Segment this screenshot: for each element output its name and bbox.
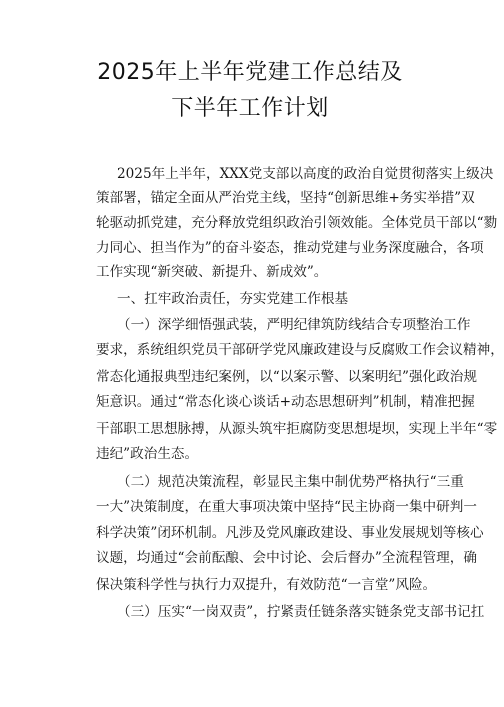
paragraph-intro-line-3: 轮驱动抓党建，充分释放党组织政治引领效能。全体党员干部以“勠 (96, 215, 498, 231)
document-title-line-1: 2025年上半年党建工作总结及 (97, 60, 403, 85)
paragraph-1-line-3: 常态化通报典型违纪案例，以“以案示警、以案明纪”强化政治规 (96, 369, 477, 385)
paragraph-2-line-4: 议题，均通过“会前酝酿、会中讨论、会后督办”全流程管理，确 (96, 550, 477, 566)
paragraph-intro-line-5: 工作实现“新突破、新提升、新成效”。 (96, 264, 328, 280)
paragraph-1-line-6: 违纪”政治生态。 (96, 446, 199, 462)
paragraph-intro-line-4: 力同心、担当作为”的奋斗姿态，推动党建与业务深度融合，各项 (96, 240, 484, 256)
section-heading-1: 一、扛牢政治责任，夯实党建工作根基 (117, 291, 349, 307)
paragraph-2-line-2: 一大”决策制度，在重大事项决策中坚持“民主协商一集中研判一 (96, 499, 477, 515)
paragraph-1-line-4: 矩意识。通过“常态化谈心谈话+动态思想研判”机制，精准把握 (96, 394, 475, 410)
document-title-line-2: 下半年工作计划 (171, 96, 329, 121)
paragraph-intro-line-1: 2025年上半年，XXX党支部以高度的政治自觉贯彻落实上级决 (117, 166, 494, 182)
paragraph-2-line-1: （二）规范决策流程，彰显民主集中制优势严格执行“三重 (117, 474, 464, 490)
paragraph-3-line-1: （三）压实“一岗双责”，拧紧责任链条落实链条党支部书记扛 (117, 604, 485, 620)
paragraph-2-line-5: 保决策科学性与执行力双提升，有效防范“一言堂”风险。 (96, 577, 437, 593)
paragraph-1-line-1: （一）深学细悟强武装，严明纪律筑防线结合专项整治工作 (117, 317, 471, 333)
paragraph-1-line-5: 干部职工思想脉搏，从源头筑牢拒腐防变思想堤坝，实现上半年“零 (96, 421, 498, 437)
paragraph-1-line-2: 要求，系统组织党员干部研学党风廉政建设与反腐败工作会议精神， (96, 342, 504, 358)
paragraph-2-line-3: 科学决策”闭环机制。凡涉及党风廉政建设、事业发展规划等核心 (96, 525, 484, 541)
paragraph-intro-line-2: 策部署，锚定全面从严治党主线，坚持“创新思维+务实举措”双 (96, 190, 475, 206)
